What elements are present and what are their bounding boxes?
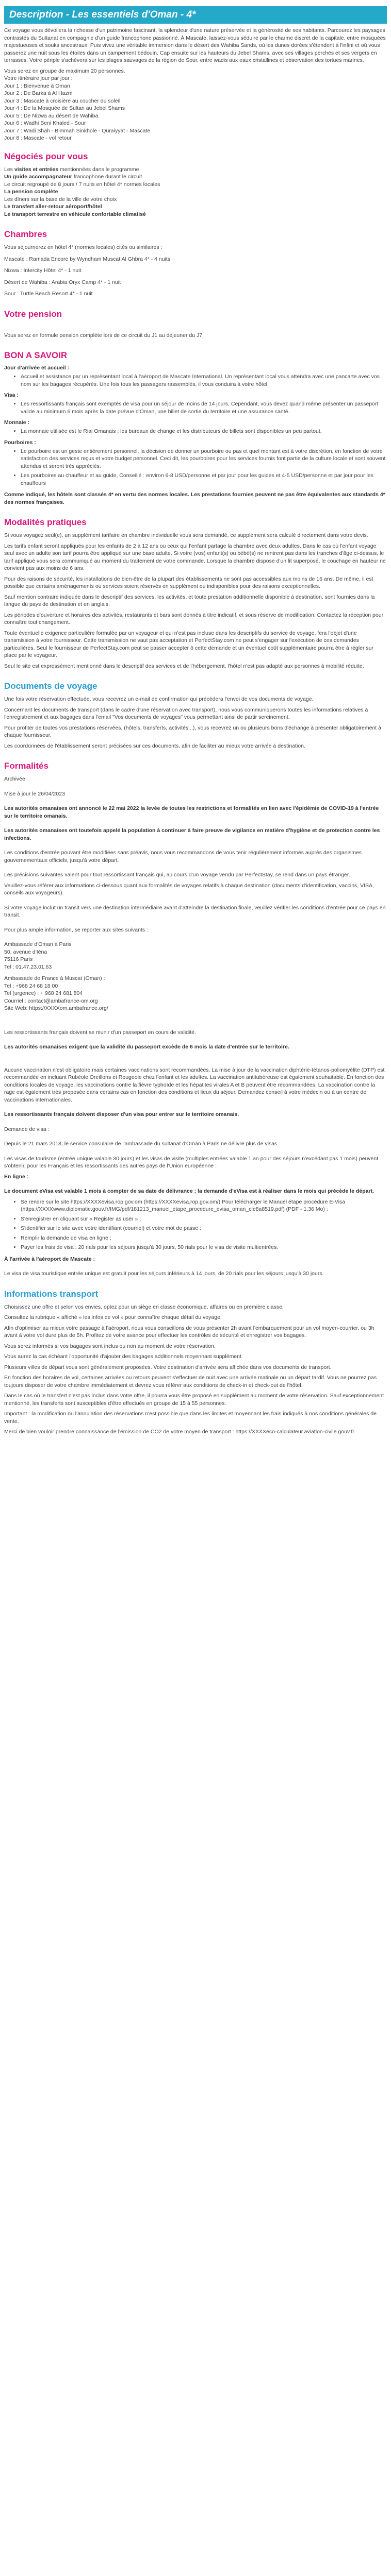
intro-section	[4, 27, 387, 142]
documents-paragraph: Concernant les documents de transport (dans le cadre d'une réservation avec transport), nous vous communiquerons toutes les informations relatives à l'enregistrement et aux bagages dans l'email "Vos documents de voyages" vous permettant ainsi de partir sereinement.	[4, 706, 368, 720]
airport-visa-text: Le visa de visa touristique entrée unique est gratuit pour les séjours inférieurs à 14 jours, de 20 rials pour les séjours jusqu'à 30 jours.	[4, 1270, 324, 1277]
modalites-paragraph: Sauf mention contraire indiquée dans le descriptif des services, les activités, et toute prestation additionnelle disponible à destination, sont fournies dans la langue du pays de destination et en anglais.	[4, 594, 375, 607]
documents-paragraph: Une fois votre réservation effectuée, vous recevrez un e-mail de confirmation qui précèdera l'envoi de vos documents de voyage.	[4, 696, 314, 702]
vaccination-paragraph: Aucune vaccination n'est obligatoire mais certaines vaccinations sont recommandées. La mise à jour de la vaccination diphtérie-tétanos-poliomyélite (DTP) est recommandée en incluant Rubéole Oreillons et Rougeole chez l'enfant et les adultes. La vaccination antitubéreuse est également souhaitable. En fonction des conditions locales de voyage, les vaccinations contre la fièvre typhoïde et les hépatites virales A et B peuvent être recommandées. La vaccination contre la rage est également très proposée dans certains cas en fonction des conditions et lieux du séjour. Demandez conseil à votre médecin ou à un centre de vaccinations internationales.	[4, 1066, 385, 1103]
itinerary-day: Jour 2 : De Barka à Al Hazm	[4, 90, 73, 96]
transport-paragraph: Vous aurez la cas échéant l'opportunité d'ajouter des bagages additionnels moyennant supplément	[4, 1353, 241, 1360]
modalites-paragraph: Les périodes d'ouverture et horaires des activités, restaurants et bars sont donnés à titre indicatif, et sous réserve de modification. Contactez la réception pour connaître tout changement.	[4, 612, 384, 625]
included-item: Le transport terrestre en véhicule confortable climatisé	[4, 211, 146, 217]
itinerary-label: Votre itinéraire jour par jour :	[4, 75, 73, 81]
formalites-paragraph: Si votre voyage inclut un transit vers une destination intermédiaire avant d'atteindre la destination finale, veuillez vérifier les conditions d'entrée pour ce pays en transit.	[4, 904, 386, 918]
hotel-line: Nizwa : Intercity Hôtel 4* - 1 nuit	[4, 267, 82, 274]
evisa-step: • S'enregistrer en cliquant sur « Register as user » ;	[21, 1215, 387, 1223]
currency-list	[4, 428, 387, 435]
included-item: La pension complète	[4, 189, 58, 195]
tips-text: • Le pourboire est un geste entièrement personnel, la décision de donner un pourboire ou pas et quel montant est à votre discrétion, en fonction de votre satisfaction des services reçus et votre budget personnel. Ceci dit, les pourboires pour les services fournis font partie de la culture locale et sont souvent attendus et seront très appréciés.	[21, 448, 387, 470]
tips-list	[4, 448, 387, 487]
group-size: Vous serez en groupe de maximum 20 personnes.	[4, 67, 125, 74]
formalites-paragraph: Les précisions suivantes valent pour tout ressortissant français qui, au cours d'un voyage vendu par PerfectStay, se rend dans un pays étranger.	[4, 872, 350, 878]
included-item: Le transfert aller-retour aéroport/hôtel	[4, 204, 102, 210]
evisa-step: • S'identifier sur le site avec votre identifiant (courriel) et votre mot de passe ;	[21, 1225, 387, 1232]
online-label: En ligne :	[4, 1173, 29, 1180]
itinerary-day: Jour 8 : Mascate - vol retour	[4, 135, 72, 141]
arrival-text: • Accueil et assistance par un représentant local à l'aéroport de Mascate International. Un représentant local vous attendra avec une pancarte avec vos nom sur les bagages récupérés. Une fois tous les passagers rassemblés, il vous conduira à votre hôtel.	[21, 373, 387, 388]
passport-validity-bold: Les autorités omanaises exigent que la validité du passeport excède de 6 mois la date d'entrée sur le territoire.	[4, 1044, 289, 1050]
transport-paragraph: Merci de bien vouloir prendre connaissance de l'émission de CO2 de votre moyen de transport : https://XXXXeco-calculateur.aviation-civile.gouv.fr	[4, 1429, 354, 1435]
hotel-line: Vous séjournerez en hôtel 4* (normes locales) cités ou similaires :	[4, 244, 162, 250]
included-item: Les dîners sur la base de la ville de votre choix	[4, 196, 117, 202]
formalites-paragraph: Pour plus ample information, se reporter aux sites suivants :	[4, 926, 148, 933]
evisa-step: • Payer les frais de visa : 20 rials pour les séjours jusqu'à 30 jours, 50 rials pour le visa de visite multientrées.	[21, 1244, 387, 1251]
transport-paragraph: En fonction des horaires de vol, certaines arrivées ou retours peuvent s'effectuer de nuit avec une arrivée matinale ou un départ tardif. Vous ne pourrez pas toujours disposer de votre chambre immédiatement et devrez vous référer aux conditions de check-in et check-out de l'hôtel.	[4, 1375, 377, 1388]
pension-text: Vous serez en formule pension complète lors de ce circuit du J1 au déjeuner du J7.	[4, 332, 204, 338]
section-heading-modalites: Modalités pratiques	[4, 517, 87, 527]
itinerary-day: Jour 3 : Mascate à croisière au coucher du soleil	[4, 97, 121, 104]
section-heading-negocies: Négociés pour vous	[4, 151, 88, 161]
itinerary-day: Jour 1 : Bienvenue à Oman	[4, 82, 70, 89]
evisa-validity: Le document eVisa est valable 1 mois à compter de sa date de délivrance ; la demande d'eVisa est à réaliser dans le mois qui précède le départ.	[4, 1188, 374, 1194]
visa-types-text: Les visas de tourisme (entrée unique valable 30 jours) et les visas de visite (multiples entrées valable 1 an pour des séjours n'excédant pas 1 mois) peuvent s'obtenir, pour les Français et les ressortissants des autres pays de l'Union européenne :	[4, 1155, 379, 1169]
modalites-paragraph: Pour des raisons de sécurité, les installations de bien-être de la plupart des établissements ne sont pas accessibles aux moins de 16 ans. De même, il est possible que certains aménagements ou services soient réservés en supplément ou indisponibles pour des raisons exceptionnelles.	[4, 575, 373, 589]
section-heading-chambres: Chambres	[4, 229, 47, 239]
itinerary-day: Jour 7 : Wadi Shah - Bimmah Sinkhole - Quraiyyat - Mascate	[4, 127, 151, 134]
formalites-bold: Les autorités omanaises ont toutefois appelé la population à continuer à faire preuve de vigilance en matière d'hygiène et de protection contre les infections.	[4, 827, 380, 841]
section-heading-pension: Votre pension	[4, 309, 62, 319]
currency-label: Monnaie :	[4, 419, 29, 426]
modalites-paragraph: Toute éventuelle exigence particulière formulée par un voyageur et qui n'est pas incluse dans les descriptifs du service de voyage, fera l'objet d'une transmission à votre fournisseur. Cette transmission ne vaut pas acceptation et PerfectStay.com ne peut s'engager sur l'exécution de ces demandes particulières. Seul le fournisseur de PerfectStay.com peut se passer accepter ô cette demande et un éventuel coût supplémentaire pourra être à régler sur place par le voyageur.	[4, 630, 373, 658]
formalites-paragraph: Les conditions d'entrée pouvant être modifiées sans préavis, nous vous recommandons de vous tenir régulièrement informés auprès des organismes gouvernementaux officiels, jusqu'à votre départ.	[4, 850, 362, 863]
visa-request-text: Depuis le 21 mars 2018, le service consulaire de l'ambassade du sultanat d'Oman à Paris ne délivre plus de visas.	[4, 1141, 279, 1147]
hotel-line: Désert de Wahiba : Arabia Oryx Camp 4* - 1 nuit	[4, 279, 121, 285]
modalites-paragraph: Si vous voyagez seul(e), un supplément tarifaire en chambre individuelle vous sera demandé, ce supplément sera calculé directement dans votre devis.	[4, 532, 368, 538]
transport-paragraph: Choisissez une offre et selon vos envies, optez pour un siège en classe économique, affaires ou en première classe.	[4, 1303, 284, 1310]
hotel-line: Sour : Turtle Beach Resort 4* - 1 nuit	[4, 291, 93, 297]
hotel-standard-note: Comme indiqué, les hôtels sont classés 4* en vertu des normes locales. Les prestations fournies peuvent ne pas être équivalentes aux standards 4* des normes françaises.	[4, 492, 385, 505]
modalites-paragraph: Seul le site est expressément mentionné dans le descriptif des services et de l'hébergement, l'hôtel n'est pas adapté aux personnes à mobilité réduite.	[4, 663, 364, 669]
transport-paragraph: Consultez la rubrique « affiché » les infos de vol » pour connaître chaque détail du voyage.	[4, 1314, 222, 1320]
arrival-list	[4, 373, 387, 388]
section-heading-bon-a-savoir: BON A SAVOIR	[4, 350, 68, 360]
hotel-list	[4, 244, 387, 298]
transport-paragraph: Dans le cas où le transfert n'est pas inclus dans votre offre, il pourra vous être proposé en supplément au moment de votre réservation. Sauf exceptionnement mentionné, les transferts sont susceptibles d'être effectués en groupe de 15 à 55 personnes.	[4, 1393, 384, 1406]
included-list	[4, 166, 387, 218]
page-title: Description - Les essentiels d'Oman - 4*	[4, 6, 387, 24]
tips-text: • Les pourboires au chauffeur et au guide, Conseillé : environ 6-8 USD/personne et par jour pour les guides et 4-5 USD/personne et par jour pour les chauffeurs	[21, 472, 387, 487]
evisa-steps	[4, 1198, 387, 1251]
passport-paragraph: Les ressortissants français doivent se munir d'un passeport en cours de validité.	[4, 1029, 197, 1036]
transport-paragraph: Vous serez informés si vos bagages sont inclus ou non au moment de votre réservation.	[4, 1343, 216, 1349]
formalites-bold: Les autorités omanaises ont annoncé le 22 mai 2022 la levée de toutes les restrictions et formalités en lien avec l'épidémie de COVID-19 à l'entrée sur le territoire omanais.	[4, 805, 379, 819]
evisa-step: • Remplir la demande de visa en ligne ;	[21, 1234, 387, 1242]
section-heading-formalites: Formalités	[4, 761, 48, 771]
included-item: Les visites et entrées mentionnées dans le programme	[4, 166, 139, 173]
itinerary-day: Jour 4 : De la Mosquée de Sultan au Jebel Shams	[4, 105, 125, 111]
formalites-paragraph: Veuillez-vous référer aux informations ci-dessous quant aux formalités de voyages relatifs à chaque destination (documents d'identification, vaccins, VISA, conseils aux voyageurs).	[4, 882, 374, 896]
hotel-line: Mascate : Ramada Encore by Wyndham Muscat Al Ghbra 4* - 4 nuits	[4, 256, 171, 262]
embassy-oman-contact: Ambassade d'Oman à Paris 50, avenue d'Iéna 75116 Paris Tel : 01.47.23.01.63	[4, 941, 72, 970]
evisa-step: • Se rendre sur le site https://XXXXevisa.rop.gov.om (https://XXXXevisa.rop.gov.om/) Pour télécharger le Manuel étape procédure E-Visa (https://XXXXwww.diplomatie.gouv.fr/IMG/pdf/181213_manuel_etape_procedure_evisa_oman_cle8a8519.pdf) (PDF - 1,36 Mo) ;	[21, 1198, 387, 1213]
visa-requirement-bold: Les ressortissants français doivent disposer d'un visa pour entrer sur le territoire omanais.	[4, 1111, 239, 1117]
documents-paragraph: Pour profiter de toutes vos prestations réservées, (hôtels, transferts, activités...), vous recevrez un ou plusieurs bons d'échange à présenter obligatoirement à chaque fournisseur.	[4, 724, 381, 738]
transport-paragraph: Important : la modification ou l'annulation des réservations n'est possible que dans les limites et moyennant les frais indiqués à nos conditions générales de vente.	[4, 1411, 377, 1425]
arrival-label: Jour d'arrivée et accueil :	[4, 365, 70, 371]
section-heading-documents: Documents de voyage	[4, 681, 97, 691]
visa-list	[4, 400, 387, 415]
visa-request-label: Demande de visa :	[4, 1126, 50, 1132]
update-date: Mise à jour le 26/04/2023	[4, 790, 65, 797]
visa-label: Visa :	[4, 392, 19, 398]
included-item: Le circuit regroupé de 8 jours / 7 nuits en hôtel 4* normes locales	[4, 181, 160, 188]
page	[0, 6, 391, 1449]
airport-arrival-label: À l'arrivée à l'aéroport de Mascate :	[4, 1256, 95, 1262]
itinerary-day: Jour 5 : De Nizwa au désert de Wahiba	[4, 112, 99, 119]
tips-label: Pourboires :	[4, 439, 36, 446]
currency-text: • La monnaie utilisée est le Rial Omanais ; les bureaux de change et les distributeurs de billets sont disponibles un peu partout.	[21, 428, 387, 435]
visa-text: • Les ressortissants français sont exemptés de visa pour un séjour de moins de 14 jours. Cependant, vous devez quand même présenter un passeport valide au minimum 6 mois après la date prévue d'Oman, une billet de sortie du territoire et une assurance santé.	[21, 400, 387, 415]
intro-paragraph: Ce voyage vous dévoilera la richesse d'un patrimoine fascinant, la splendeur d'une nature préservée et la générosité de ses habitants. Parcourez les paysages contrastés du Sultanat en compagnie d'un guide francophone passionné. À Mascate, laissez-vous séduire par le charme discret de la capitale, entre mosquées majestueuses et souks ancestraux. Puis vivez une véritable immersion dans le désert des Wahiba Sands, où les dunes dorées s'étendent à l'infini et où vous passerez une nuit sous les étoiles dans un campement bédouin. Cap ensuite sur les hauteurs du Jebel Shams, avec ses villages perchés et ses vergers en terrasses. Votre périple s'achèvera sur les plages sauvages de la région de Sour, entre wadis aux eaux cristallines et observation des tortues marines.	[4, 27, 386, 63]
transport-paragraph: Plusieurs villes de départ vous sont généralement proposées. Votre destination d'arrivée sera affichée dans vos documents de transport.	[4, 1364, 332, 1370]
included-item: Un guide accompagnateur francophone durant le circuit	[4, 174, 142, 180]
documents-paragraph: Les coordonnées de l'établissement seront précisées sur ces documents, afin de faciliter au mieux votre arrivée à destination.	[4, 742, 305, 749]
itinerary-list	[4, 82, 387, 142]
archive-label: Archivée	[4, 776, 25, 782]
transport-paragraph: Afin d'optimiser au mieux votre passage à l'aéroport, nous vous conseillons de vous présenter 2h avant l'embarquement pour un vol moyen-courrier, ou 3h avant à votre vol dure plus de 5h. Profitez de votre avance pour effectuer les contrôles de sécurité et enregistrer vos bagages.	[4, 1325, 374, 1338]
section-heading-transport: Informations transport	[4, 1289, 99, 1299]
modalites-paragraph: Les tarifs enfant seront appliqués pour les enfants de 2 à 12 ans ou ceux qui l'enfant partage la chambre avec deux adultes. Dans le cas où l'enfant voyage seul avec un adulte son tarif pourra être appliqué sur une base adulte. Si votre (vos) enfant(s) ou bébé(s) ne rentrent pas dans les tranches d'âge ci-dessus, le tarif appliqué vous sera communiqué au moment du traitement de votre commande. Lorsque la chambre dispose d'un lit superposé, le couchage en hauteur ne convient pas aux moins de 6 ans.	[4, 543, 386, 571]
embassy-france-contact: Ambassade de France à Muscat (Oman) : Tel : +968 24 68 18 00 Tel (urgence) : + 968 24 681 804 Courriel : contact@ambafrance-om.org Site Web: https://XXXXom.ambafrance.org/	[4, 975, 108, 1011]
itinerary-day: Jour 6 : Wadhi Beni Khaled - Sour	[4, 120, 86, 126]
